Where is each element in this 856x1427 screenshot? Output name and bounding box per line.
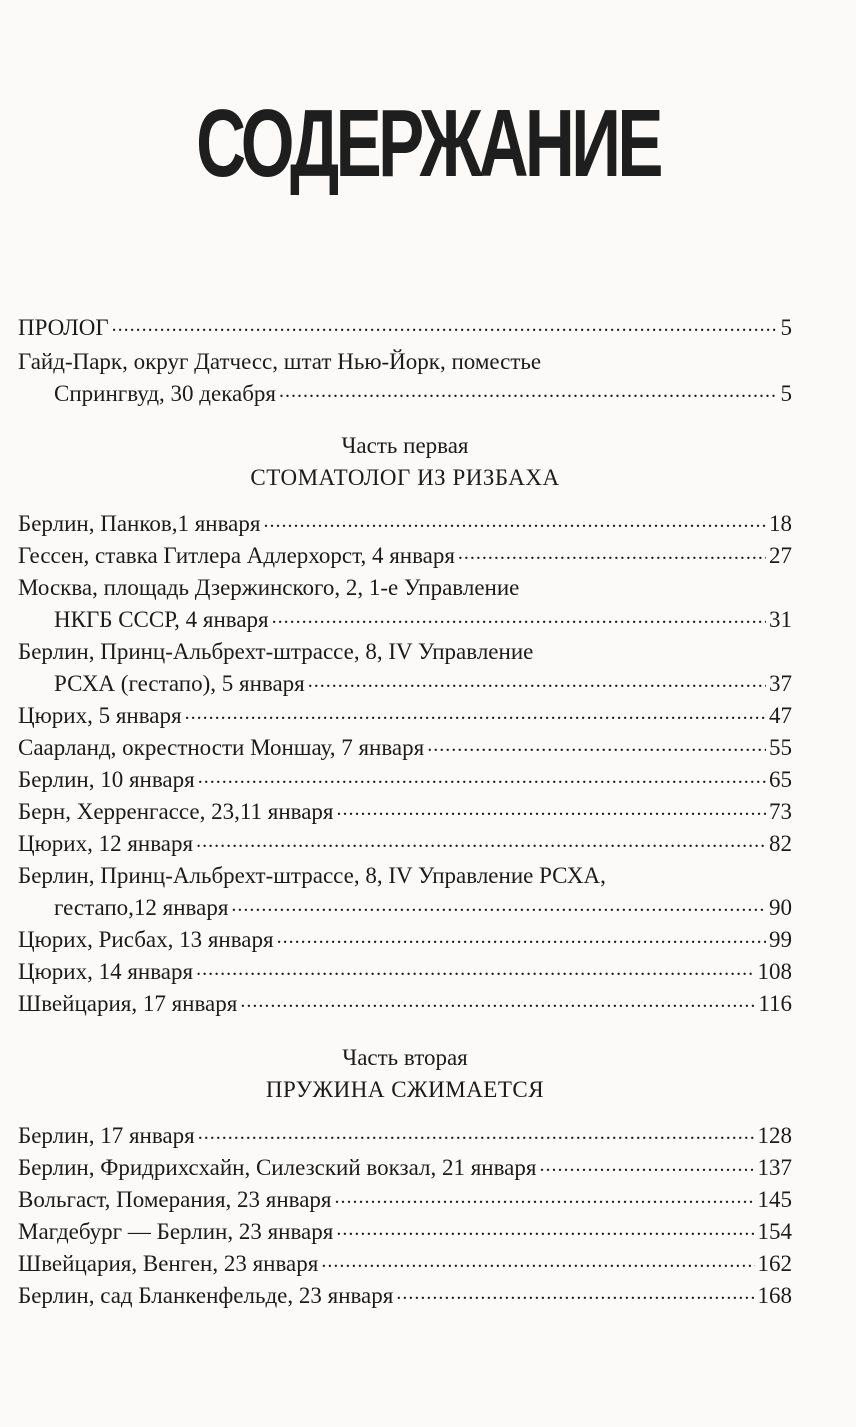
toc-page-number: 154 [757,1219,792,1244]
part-one-title: СТОМАТОЛОГ ИЗ РИЗБАХА [250,465,560,490]
toc-page-number: 90 [769,895,792,920]
toc-entry-label: Магдебург — Берлин, 23 января [18,1219,334,1244]
toc-entry[interactable] [18,732,792,764]
toc-entry-label: Берлин, Фридрихсхайн, Силезский вокзал, 21 января [18,1155,537,1180]
part-two-title: ПРУЖИНА СЖИМАЕТСЯ [265,1077,545,1102]
toc-entry[interactable] [18,668,792,700]
toc-entry-line: Гайд-Парк, округ Датчесс, штат Нью-Йорк, поместье [18,349,542,374]
toc-entry[interactable] [18,764,792,796]
toc-entry-label: Цюрих, 5 января [18,703,182,728]
toc-entry-label: Берн, Херренгассе, 23,11 января [18,799,334,824]
toc-page-number: 99 [769,927,792,952]
toc-page-number: 37 [769,671,792,696]
toc-entry-label: НКГБ СССР, 4 января [54,607,269,632]
toc-entry[interactable] [18,988,792,1020]
toc-page-number: 65 [769,767,792,792]
toc-entry-label: Берлин, сад Бланкенфельде, 23 января [18,1283,394,1308]
toc-entry-label: Берлин, 17 января [18,1123,195,1148]
toc-entry[interactable] [18,956,792,988]
toc-page-number: 31 [769,607,792,632]
toc-page-number: 5 [780,381,792,406]
leader-dots [427,733,766,753]
toc-entry[interactable] [18,1120,792,1152]
toc-page-number: 27 [769,543,792,568]
toc-entry-label: ПРОЛОГ [18,315,109,340]
part-one-heading: Часть первая [341,433,469,458]
toc-page-number: 18 [769,511,792,536]
toc-page-number: 73 [769,799,792,824]
toc-entry-label: Цюрих, 12 января [18,831,194,856]
toc-page-number: 108 [757,959,792,984]
leader-dots [263,509,766,529]
toc-entry-label: Берлин, 10 января [18,767,195,792]
toc-entry-label: гестапо,12 января [54,895,229,920]
leader-dots [335,1185,755,1205]
toc-page-number: 55 [769,735,792,760]
toc-page-number: 47 [769,703,792,728]
part-two-heading: Часть вторая [342,1045,468,1070]
leader-dots [336,1217,754,1237]
leader-dots [185,701,766,721]
toc-page-number: 82 [769,831,792,856]
leader-dots [272,605,766,625]
leader-dots [279,379,777,399]
toc-entry-label: Вольгаст, Померания, 23 января [18,1187,332,1212]
leader-dots [240,989,755,1009]
toc-entry-label: Берлин, Панков,1 января [18,511,261,536]
toc-entry-label: Цюрих, 14 января [18,959,194,984]
toc-entry[interactable] [18,540,792,572]
toc-entry[interactable] [18,924,792,956]
leader-dots [539,1153,754,1173]
toc-entry[interactable] [18,700,792,732]
toc-entry-line: Берлин, Принц-Альбрехт-штрассе, 8, IV Управление РСХА, [18,863,606,888]
toc-entry-label: Цюрих, Рисбах, 13 января [18,927,274,952]
toc-entry[interactable] [18,604,792,636]
toc-page-number: 5 [780,315,792,340]
leader-dots [196,957,754,977]
leader-dots [308,669,766,689]
leader-dots [198,765,766,785]
toc-entry-line: Москва, площадь Дзержинского, 2, 1-е Управление [18,575,520,600]
toc-entry-label: Швейцария, Венген, 23 января [18,1251,319,1276]
leader-dots [277,925,766,945]
leader-dots [321,1249,754,1269]
toc-entry[interactable] [18,508,792,540]
toc-entry-label: Гессен, ставка Гитлера Адлерхорст, 4 января [18,543,455,568]
leader-dots [458,541,766,561]
toc-entry[interactable] [18,892,792,924]
leader-dots [396,1281,754,1301]
toc-entry[interactable] [18,1216,792,1248]
toc-page-number: 145 [757,1187,792,1212]
toc-entry-label: Спрингвуд, 30 декабря [54,381,277,406]
toc-entry[interactable] [18,796,792,828]
toc-page-number: 137 [757,1155,792,1180]
toc-entry-prologue-sub[interactable] [18,378,792,410]
toc-entry[interactable] [18,1152,792,1184]
leader-dots [337,797,767,817]
toc-page-number: 168 [757,1283,792,1308]
toc-entry-label: Швейцария, 17 января [18,991,238,1016]
leader-dots [112,313,778,333]
toc-entry-line: Берлин, Принц-Альбрехт-штрассе, 8, IV Управление [18,639,534,664]
toc-entry[interactable] [18,1184,792,1216]
toc-page-number: 116 [758,991,792,1016]
toc-entry-label: РСХА (гестапо), 5 января [54,671,305,696]
toc-entry[interactable] [18,828,792,860]
toc-page-number: 128 [757,1123,792,1148]
leader-dots [196,829,766,849]
toc-entry[interactable] [18,1280,792,1312]
toc-entry-prologue[interactable] [18,312,792,344]
leader-dots [198,1121,755,1141]
toc-entry[interactable] [18,1248,792,1280]
toc-page-number: 162 [757,1251,792,1276]
leader-dots [231,893,766,913]
page-title: СОДЕРЖАНИЕ [196,90,660,197]
toc-entry-label: Саарланд, окрестности Моншау, 7 января [18,735,425,760]
